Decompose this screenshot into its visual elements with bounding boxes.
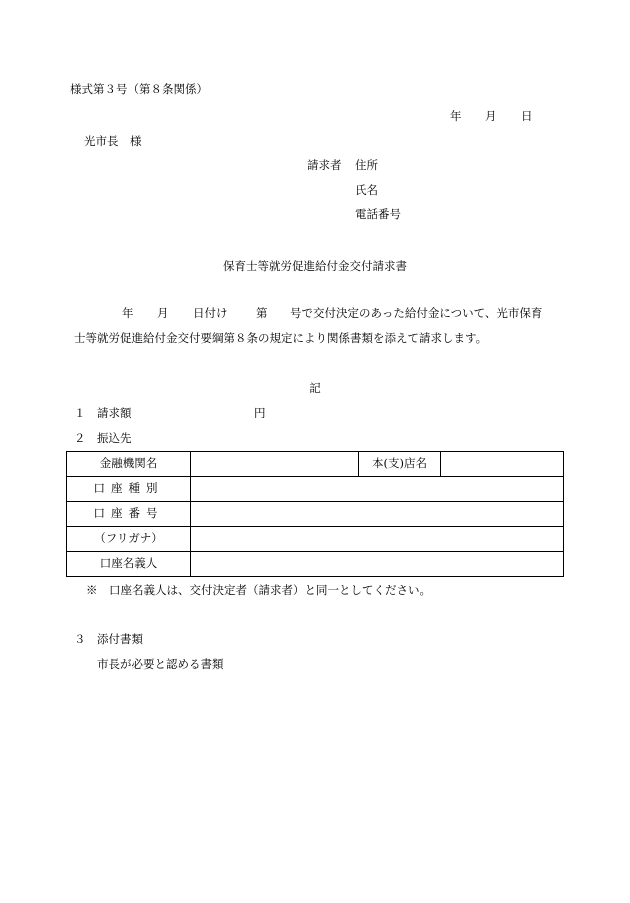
table-row-account-type — [67, 477, 564, 502]
item2-label: 振込先 — [97, 431, 132, 445]
item1-number: １ — [74, 406, 86, 420]
date-year-label: 年 — [450, 109, 462, 123]
requester-phone-label: 電話番号 — [355, 207, 401, 221]
item3-label: 添付書類 — [97, 632, 143, 646]
account-holder-field[interactable] — [191, 552, 564, 577]
item3-content: 市長が必要と認める書類 — [97, 657, 224, 671]
account-holder-note: ※ 口座名義人は、交付決定者（請求者）と同一としてください。 — [86, 583, 431, 597]
body-no-label: 第 — [256, 306, 268, 320]
body-dated-label: 日付け — [193, 306, 228, 320]
furigana-field[interactable] — [191, 527, 564, 552]
account-type-label: 口座種別 — [67, 477, 191, 502]
account-number-field[interactable] — [191, 502, 564, 527]
bank-account-table — [66, 451, 563, 577]
body-line2: 士等就労促進給付金交付要綱第８条の規定により関係書類を添えて請求します。 — [74, 331, 488, 345]
account-number-label: 口座番号 — [67, 502, 191, 527]
branch-label: 本(支)店名 — [359, 452, 441, 477]
date-month-label: 月 — [485, 109, 497, 123]
item1-unit: 円 — [254, 406, 266, 420]
bank-name-label: 金融機関名 — [67, 452, 191, 477]
item2-number: ２ — [74, 431, 86, 445]
bank-name-field[interactable] — [191, 452, 359, 477]
table-row-holder — [67, 552, 564, 577]
branch-field[interactable] — [441, 452, 564, 477]
furigana-label: （フリガナ） — [67, 527, 191, 552]
account-holder-label: 口座名義人 — [67, 552, 191, 577]
table-row-account-number — [67, 502, 564, 527]
item3-number: ３ — [74, 632, 86, 646]
addressee: 光市長 様 — [84, 134, 142, 148]
item1-label: 請求額 — [97, 406, 132, 420]
body-month-label: 月 — [157, 306, 169, 320]
body-line1-rest: 号で交付決定のあった給付金について、光市保育 — [290, 306, 543, 320]
date-day-label: 日 — [521, 109, 533, 123]
body-year-label: 年 — [122, 306, 134, 320]
requester-name-label: 氏名 — [355, 183, 378, 197]
requester-address-label: 住所 — [355, 158, 378, 172]
requester-heading: 請求者 — [307, 158, 342, 172]
ki-heading: 記 — [309, 381, 321, 395]
table-row-furigana — [67, 527, 564, 552]
document-title: 保育士等就労促進給付金交付請求書 — [223, 259, 407, 273]
table-row-bank — [67, 452, 564, 477]
form-number: 様式第３号（第８条関係） — [70, 82, 208, 96]
account-type-field[interactable] — [191, 477, 564, 502]
